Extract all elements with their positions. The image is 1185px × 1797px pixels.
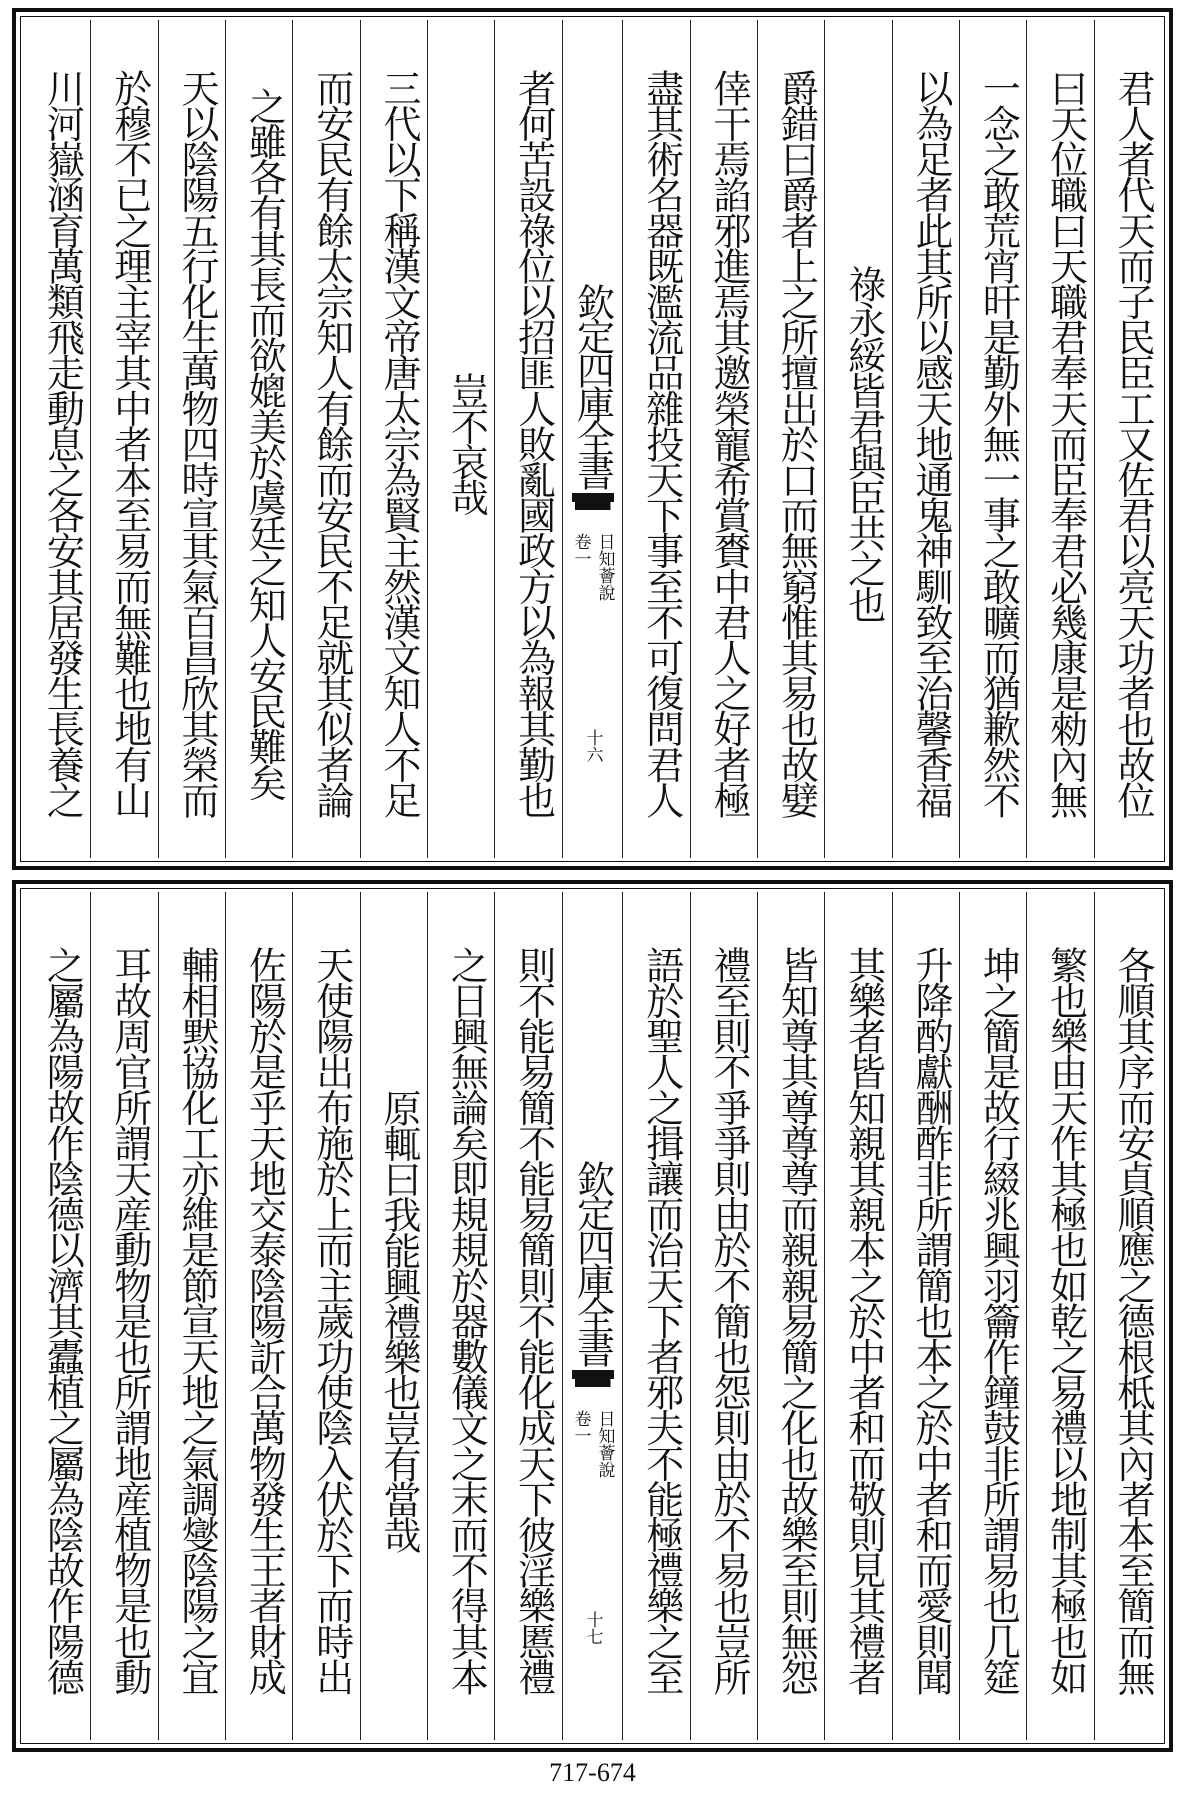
text-column: 之日興無論矣即規規於器數儀文之末而不得其本 [427,892,494,1740]
volume-label: 卷一 [570,1410,591,1444]
text-column: 則不能易簡不能易簡則不能化成天下彼淫樂慝禮 [494,892,561,1740]
text-column: 皆知尊其尊尊尊而親親易簡之化也故樂至則無怨 [757,892,824,1740]
book-title-block [570,533,616,601]
book-title-block [570,1410,616,1478]
text-column: 盡其術名器既濫流品雜投天下事至不可復問君人 [622,20,689,858]
text-column: 豈不哀哉 [427,20,494,858]
text-column: 倖干焉諂邪進焉其邀榮寵希賞賚中君人之好者極 [690,20,757,858]
center-margin [562,20,623,858]
text-column: 各順其序而安貞順應之德根柢其內者本至簡而無 [1094,892,1161,1740]
text-column: 禮至則不爭爭則由於不簡也怨則由於不易也豈所 [690,892,757,1740]
text-column: 耳故周官所謂天産動物是也所謂地産植物是也動 [90,892,157,1740]
text-column: 者何苦設祿位以招匪人敗亂國政方以為報其勤也 [494,20,561,858]
book-title: 日知薈說 [594,1410,615,1478]
text-column: 其樂者皆知親其親本之於中者和而敬則見其禮者 [824,892,891,1740]
fish-tail-icon [572,493,614,523]
volume-label: 卷一 [570,533,591,567]
text-column: 三代以下稱漢文帝唐太宗為賢主然漢文知人不足 [360,20,427,858]
text-column: 輔相黙協化工亦維是節宣天地之氣調燮陰陽之宜 [158,892,225,1740]
top-text-columns [24,20,1161,858]
library-title: 欽定四庫全書 [570,1160,615,1364]
top-folio [12,8,1173,870]
text-column: 語於聖人之揖讓而治天下者邪夫不能極禮樂之至 [622,892,689,1740]
text-column: 佐陽於是乎天地交泰陰陽訢合萬物發生王者財成 [225,892,292,1740]
leaf-number: 十七 [582,1611,603,1645]
text-column: 升降酌獻酬酢非所謂簡也本之於中者和而愛則聞 [892,892,959,1740]
text-column: 川河嶽涵育萬類飛走動息之各安其居發生長養之 [40,69,85,817]
text-column: 於穆不已之理主宰其中者本至易而無難也地有山 [90,20,157,858]
bottom-folio [12,880,1173,1752]
page-code: 717-674 [549,1758,636,1787]
text-column: 爵錯曰爵者上之所擅出於口而無窮惟其易也故嬖 [757,20,824,858]
text-column: 天使陽出布施於上而主歲功使陰入伏於下而時出 [292,892,359,1740]
text-column: 坤之簡是故行綴兆興羽籥作鐘鼓非所謂易也几筵 [959,892,1026,1740]
text-column: 祿永綏皆君與臣共之也 [824,20,891,858]
text-column: 一念之敢荒宵旰是勤外無一事之敢曠而猶歉然不 [959,20,1026,858]
book-title: 日知薈說 [594,533,615,601]
library-title: 欽定四庫全書 [570,283,615,487]
text-column: 天以陰陽五行化生萬物四時宣其氣百昌欣其榮而 [158,20,225,858]
center-margin [562,892,623,1740]
text-column: 曰天位職曰天職君奉天而臣奉君必幾康是勑內無 [1026,20,1093,858]
text-column: 之屬為陽故作陰德以濟其蠹植之屬為陰故作陽德 [40,946,85,1694]
leaf-number: 十六 [582,729,603,763]
text-column: 君人者代天而子民臣工又佐君以亮天功者也故位 [1094,20,1161,858]
text-column: 以為足者此其所以感天地通鬼神馴致至治馨香福 [892,20,959,858]
text-column: 而安民有餘太宗知人有餘而安民不足就其似者論 [292,20,359,858]
text-column: 原輒曰我能興禮樂也豈有當哉 [360,892,427,1740]
fish-tail-icon [572,1370,614,1400]
bottom-text-columns [24,892,1161,1740]
text-column: 繁也樂由天作其極也如乾之易禮以地制其極也如 [1026,892,1093,1740]
text-column: 之雖各有其長而欲媲美於虞廷之知人安民難矣 [225,20,292,858]
